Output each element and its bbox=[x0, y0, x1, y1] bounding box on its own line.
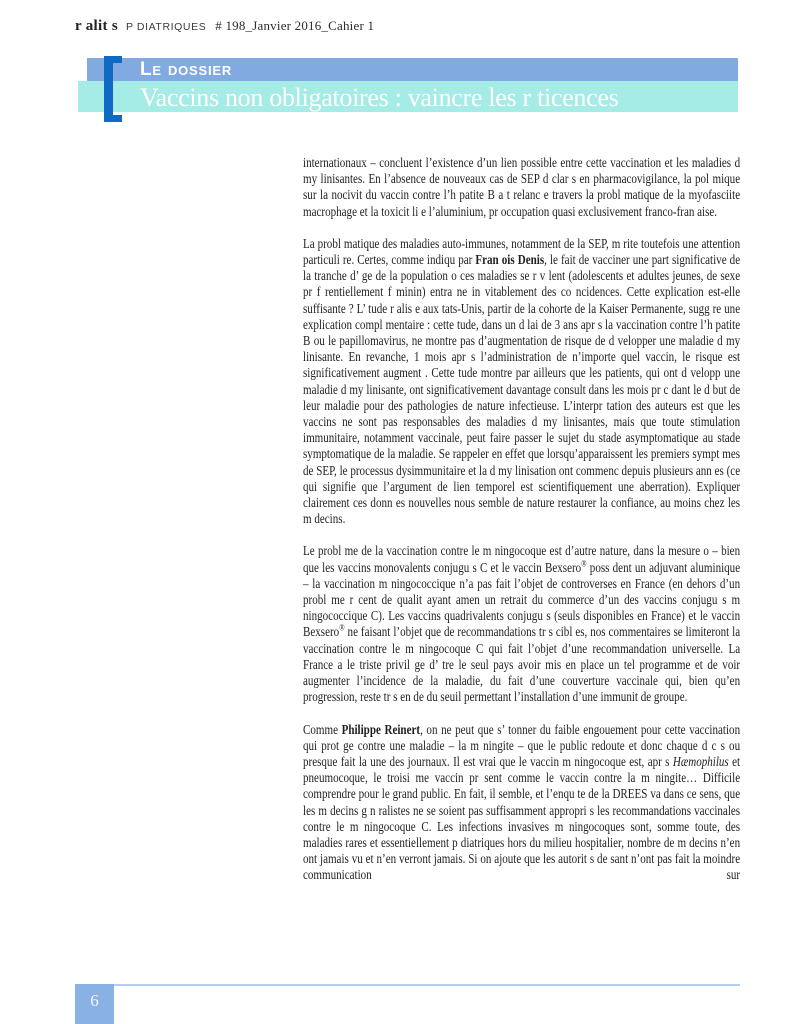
masthead bbox=[75, 17, 374, 35]
text-run: ® bbox=[581, 558, 587, 569]
paragraph bbox=[303, 156, 740, 221]
issue-label: # 198_Janvier 2016_Cahier 1 bbox=[215, 18, 375, 33]
page-number: 6 bbox=[90, 991, 99, 1010]
dossier-title: Vaccins non obligatoires : vaincre les r ticences bbox=[140, 83, 619, 112]
text-run: internationaux – concluent l’existence d’un lien possible entre cette vaccination et les maladies d my linisantes. En l’absence de nouveaux cas de SEP d clar s en pharmacovigilance, la pol mique sur la nocivit du vaccin contre l’h patite B a t relanc e travers la probl matique de la myofasciite macrophage et la toxicit li e l’aluminium, pr occupation quasi exclusivement franco-fran aise. bbox=[303, 156, 741, 220]
text-run: et pneumocoque, le troisi me vaccin pr sent comme le vaccin contre la m ningite… Difficile comprendre pour le grand public. En fait, il semble, et l’enqu te de la DREES va dans ce sens, que les m decins g n ralistes ne se soient pas suffisamment appropri s les recommandations vaccinales contre le m ningocoque C. Les infections invasives m ningocoques sont, somme toute, des maladies rares et essentiellement p diatriques hors du milieu hospitalier, nombre de m decins n’en ont jamais vu et n’en verront jamais. Si on ajoute que les autorit s de sant n’ont pas fait la moindre communication sur bbox=[303, 754, 741, 884]
emphasized-text: Fran ois Denis bbox=[475, 253, 545, 269]
footer-rule bbox=[75, 984, 740, 986]
text-run: Le probl me de la vaccination contre le m ningocoque est d’autre nature, dans la mesure o – bien que les vaccins monovalents conjugu s C et le vaccin Bexsero bbox=[303, 544, 741, 576]
paragraph bbox=[303, 237, 740, 529]
text-run: ne faisant l’objet que de recommandations tr s cibl es, nos commentaires se limiteront la vaccination contre le m ningocoque C qui fait l’objet d’une recommandation universelle. La France a le triste privil ge d’ tre le seul pays avoir mis en place un tel programme et de voir augmenter l’incidence de la maladie, du fait d’une couverture vaccinale qui, bien qu’en progression, reste tr s en de du seuil permettant l’installation d’une immunit de groupe. bbox=[303, 625, 741, 706]
bracket-icon bbox=[104, 56, 122, 122]
text-run: poss dent un adjuvant aluminique – la vaccination m ningococcique n’a pas fait l’objet de controverses en France (en dehors d’un probl me r cent de qualit ayant amen un retrait du commerce d’un des vaccins conjugu s m ningococcique C). Les vaccins quadrivalents conjugu s (seuls disponibles en France) et le vaccin Bexsero bbox=[303, 560, 741, 641]
text-run: La probl matique des maladies auto-immunes, notamment de la SEP, m rite toutefois une attention particuli re. Certes, comme indiqu par bbox=[303, 236, 741, 269]
dossier-label: Le dossier bbox=[140, 59, 233, 80]
paragraph bbox=[303, 723, 740, 885]
article-body bbox=[303, 156, 740, 901]
text-run: ® bbox=[339, 622, 345, 633]
text-run: Comme bbox=[303, 722, 342, 738]
text-run: , le fait de vacciner une part significative de la tranche d’ ge de la population o ces maladies se r v lent (adolescents et adultes jeunes, de sexe pr f rentiellement f minin) entra ne in vitablement des co ncidences. Cette explication est-elle suffisante ? L’ tude r alis e aux tats-Unis, partir de la cohorte de la Kaiser Permanente, sugg re une explication compl mentaire : cette tude, dans un d lai de 3 ans apr s la vaccination contre l’h patite B ou le papillomavirus, ne montre pas d’augmentation de risque de d velopper une maladie d my linisante. En revanche, 1 mois apr s l’administration de n’importe quel vaccin, le risque est significativement augment . Cette tude montre par ailleurs que les patients, qui ont d velopp une maladie d my linisante, ont significativement davantage consult dans les mois pr c dant le d but de leur maladie pour des pathologies de nature infectieuse. L’interpr tation des auteurs est que les vaccins ne sont pas responsables des maladies d my linisantes, mais que toute stimulation immunitaire, notamment vaccinale, peut faire passer le sujet du stade asymptomatique au stade symptomatique de la maladie. Se rappeler en effet que lorsqu’apparaissent les premiers sympt mes de SEP, le processus dysimmunitaire et la d my linisation ont commenc depuis plusieurs ann es (ce qui signifie que l’argument de lien temporel est scientifiquement une aberration). Expliquer clairement ces donn es nouvelles nous semble de nature restaurer la confiance, au moins chez les m decins. bbox=[303, 253, 741, 528]
page-number-box bbox=[75, 984, 114, 1024]
emphasized-text: Hæmophilus bbox=[672, 754, 729, 770]
paragraph bbox=[303, 544, 740, 706]
journal-logo-caps: P DIATRIQUES bbox=[125, 21, 207, 33]
journal-logo: r alit s bbox=[75, 18, 118, 34]
text-run: , on ne peut que s’ tonner du faible engouement pour cette vaccination qui prot ge contre une maladie – la m ningite – que le public redoute et donc chaque d c s ou presque fait la une des journaux. Il est vrai que le vaccin m ningocoque est, apr s bbox=[303, 722, 741, 770]
emphasized-text: Philippe Reinert bbox=[341, 722, 421, 738]
